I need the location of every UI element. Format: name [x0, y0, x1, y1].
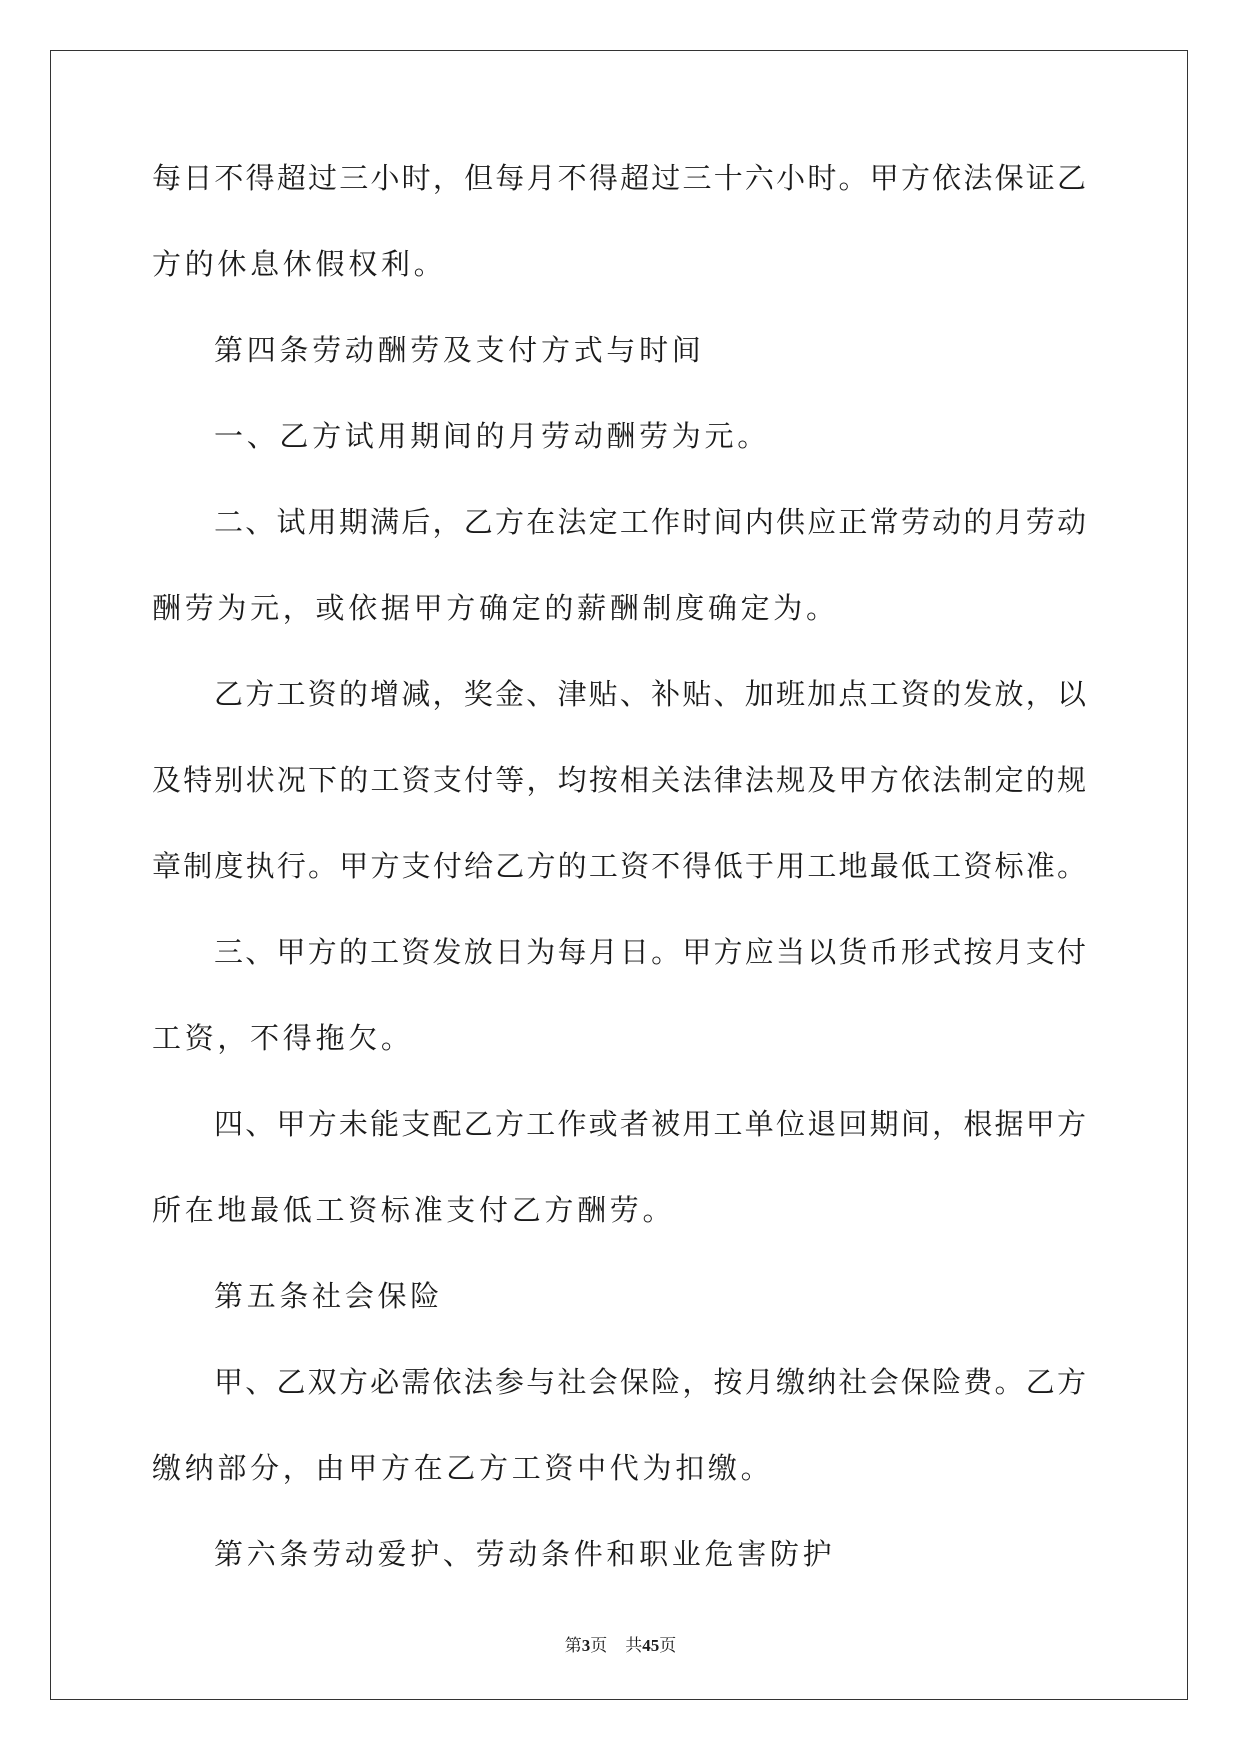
page-footer	[0, 1635, 1241, 1657]
page-number: 3	[581, 1636, 591, 1655]
paragraph-line: 甲、乙双方必需依法参与社会保险，按月缴纳社会保险费。乙方	[214, 1365, 1086, 1399]
section-heading: 第六条劳动爱护、劳动条件和职业危害防护	[214, 1537, 836, 1571]
section-heading: 第五条社会保险	[214, 1279, 443, 1313]
paragraph-line: 及特别状况下的工资支付等，均按相关法律法规及甲方依法制定的规	[152, 763, 1086, 797]
paragraph-line: 缴纳部分，由甲方在乙方工资中代为扣缴。	[152, 1451, 774, 1485]
total-prefix: 共	[625, 1636, 643, 1656]
paragraph-line: 四、甲方未能支配乙方工作或者被用工单位退回期间，根据甲方	[214, 1107, 1086, 1141]
paragraph-line: 酬劳为元，或依据甲方确定的薪酬制度确定为。	[152, 591, 839, 625]
paragraph-line: 工资，不得拖欠。	[152, 1021, 414, 1055]
paragraph-line: 章制度执行。甲方支付给乙方的工资不得低于用工地最低工资标准。	[152, 849, 1086, 883]
paragraph-line: 乙方工资的增减，奖金、津贴、补贴、加班加点工资的发放，以	[214, 677, 1086, 711]
total-suffix: 页	[659, 1636, 677, 1656]
paragraph-line: 三、甲方的工资发放日为每月日。甲方应当以货币形式按月支付	[214, 935, 1086, 969]
paragraph-line: 每日不得超过三小时，但每月不得超过三十六小时。甲方依法保证乙	[152, 161, 1086, 195]
page-suffix: 页	[590, 1636, 608, 1656]
paragraph-line: 二、试用期满后，乙方在法定工作时间内供应正常劳动的月劳动	[214, 505, 1086, 539]
page-prefix: 第	[564, 1636, 582, 1656]
total-pages: 45	[642, 1636, 660, 1655]
paragraph-line: 方的休息休假权利。	[152, 247, 447, 281]
section-heading: 第四条劳动酬劳及支付方式与时间	[214, 333, 705, 367]
paragraph-line: 所在地最低工资标准支付乙方酬劳。	[152, 1193, 676, 1227]
paragraph-line: 一、乙方试用期间的月劳动酬劳为元。	[214, 419, 770, 453]
